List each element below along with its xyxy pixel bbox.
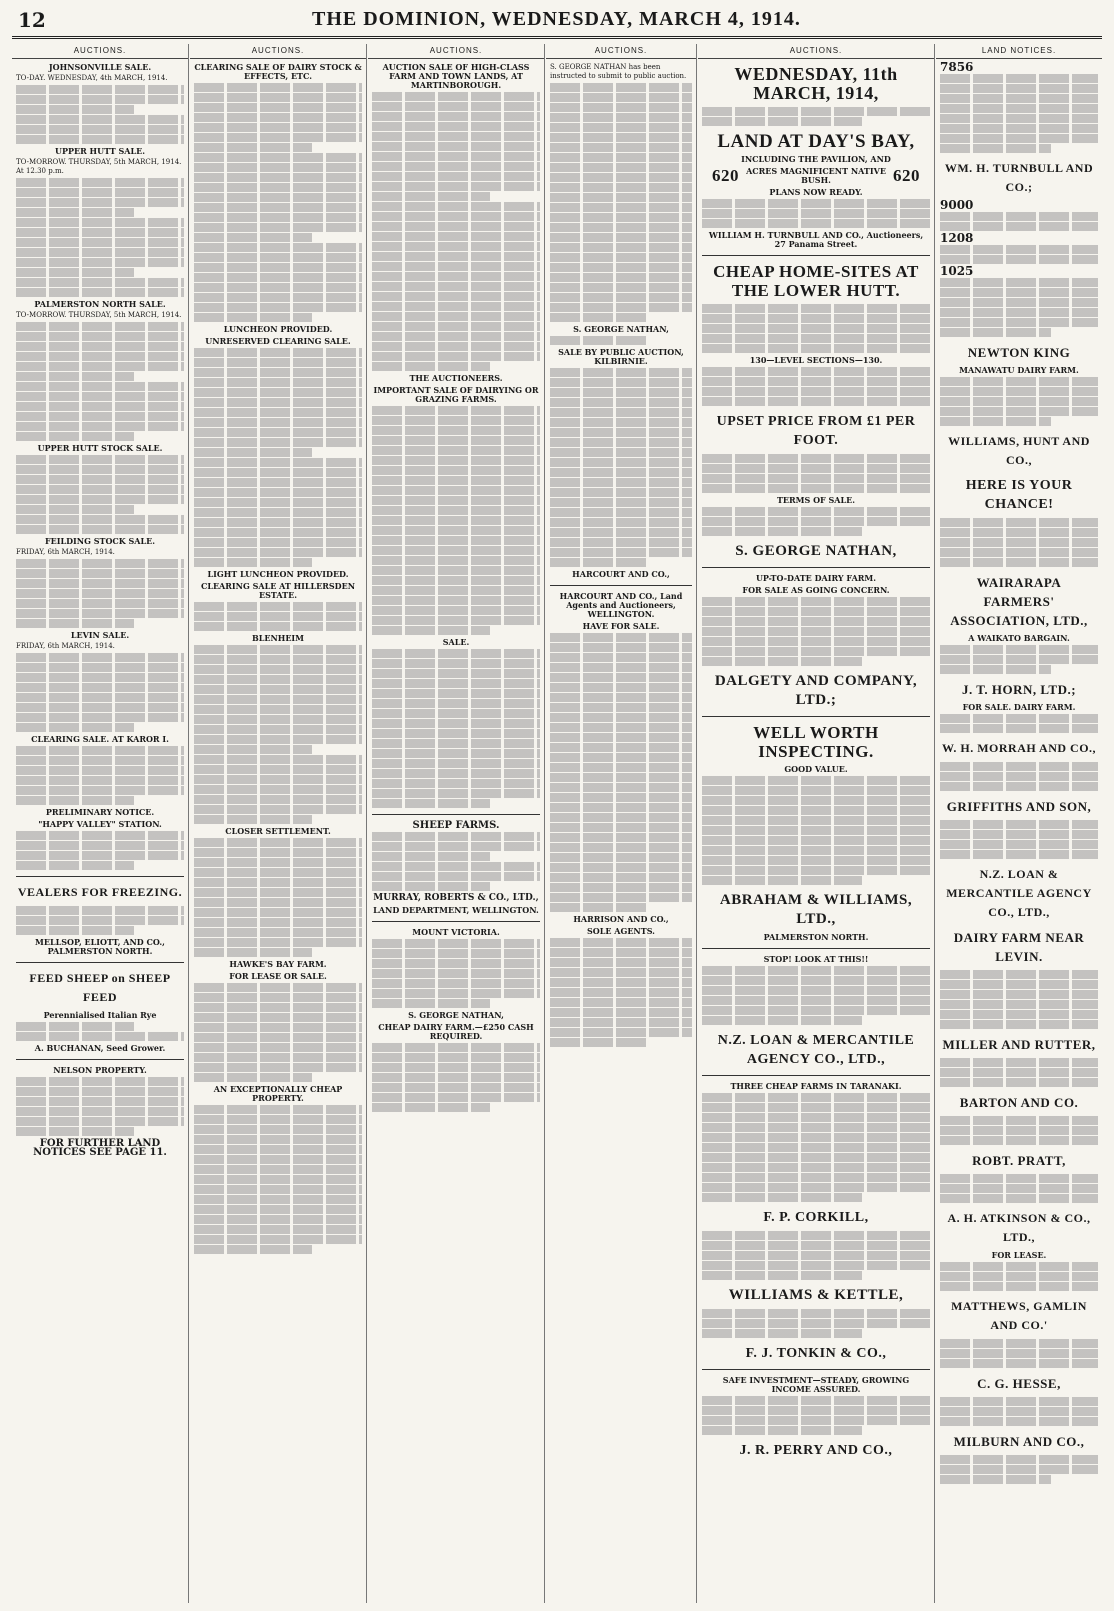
ad-heading: MATTHEWS, GAMLIN AND CO.' [951,1299,1087,1332]
ad-heading: BARTON AND CO. [959,1095,1079,1110]
ad-heading: MILBURN AND CO., [953,1434,1085,1449]
notice-text: FRIDAY, 6th MARCH, 1914. [16,548,115,556]
notice-text: TO-DAY. WEDNESDAY, 4th MARCH, 1914. [16,74,168,82]
ad-subheading: STOP! LOOK AT THIS!! [763,954,869,964]
ad-heading: F. J. TONKIN & CO., [745,1346,887,1361]
ad-subheading: MANAWATU DAIRY FARM. [959,365,1079,375]
acreage-number: 1025 [940,264,974,278]
notice-heading: HAWKE'S BAY FARM. [229,959,327,969]
ad-heading: N.Z. LOAN & MERCANTILE AGENCY CO., LTD., [946,867,1092,919]
ad-subheading: TERMS OF SALE. [776,495,856,505]
ad-subheading: A WAIKATO BARGAIN. [968,633,1070,643]
agent-address: LAND DEPARTMENT, WELLINGTON. [373,905,539,915]
notice-heading: CHEAP DAIRY FARM.—£250 CASH REQUIRED. [378,1022,534,1041]
ad-heading: ROBT. PRATT, [972,1153,1066,1168]
ad-heading: ABRAHAM & WILLIAMS, LTD., [719,892,913,927]
agent-name: HARCOURT AND CO., [572,569,670,579]
agent-name: HARRISON AND CO., [573,914,669,924]
notice-heading: SOLE AGENTS. [587,926,655,936]
acreage-number: 620 [893,166,920,185]
ad-heading: MILLER AND RUTTER, [942,1037,1096,1052]
ad-subheading: GOOD VALUE. [784,764,848,774]
column-heading: LAND NOTICES. [936,44,1102,59]
notice-heading: JOHNSONVILLE SALE. [48,62,152,72]
notice-text: TO-MORROW. THURSDAY, 5th MARCH, 1914. At 12.30 p.m. [16,158,182,175]
notice-heading: LIGHT LUNCHEON PROVIDED. [207,569,349,579]
ad-heading: WELL WORTH INSPECTING. [753,723,879,761]
column-6 [936,44,1102,1603]
column-heading: AUCTIONS. [368,44,544,59]
notice-heading: HAVE FOR SALE. [582,621,660,631]
ad-heading: DAIRY FARM NEAR LEVIN. [953,930,1085,964]
acreage-number: 7856 [940,60,974,74]
notice-heading: CLEARING SALE AT HILLERSDEN ESTATE. [200,581,356,600]
notice-heading: SHEEP FARMS. [412,820,500,831]
ad-heading: VEALERS FOR FREEZING. [17,885,183,899]
notice-heading: NELSON PROPERTY. [53,1065,147,1075]
column-4 [546,44,697,1603]
notice-heading: FEILDING STOCK SALE. [44,536,156,546]
notice-heading: PALMERSTON NORTH SALE. [34,299,166,309]
ad-heading: LAND AT DAY'S BAY, [717,131,915,152]
agent-name: MURRAY, ROBERTS & CO., LTD., [373,893,539,903]
ad-subheading: SAFE INVESTMENT—STEADY, GROWING INCOME ASSURED. [722,1375,910,1394]
ad-heading: W. H. MORRAH AND CO., [941,741,1097,755]
ad-heading: CHEAP HOME-SITES AT THE LOWER HUTT. [713,262,919,300]
notice-heading: CLEARING SALE. AT KAROR I. [31,734,169,744]
agent-name: HARCOURT AND CO., Land Agents and Auctioneers, WELLINGTON. [559,591,683,619]
ad-signature: WILLIAM H. TURNBULL AND CO., Auctioneers, 27 Panama Street. [708,230,924,249]
acreage-number: 9000 [940,198,974,212]
notice-text: S. GEORGE NATHAN has been instructed to submit to public auction. [550,63,687,80]
ad-heading: J. R. PERRY AND CO., [739,1443,893,1458]
ad-subheading: Perennialised Italian Rye [43,1010,157,1020]
ad-subheading: 130—LEVEL SECTIONS—130. [749,355,883,365]
notice-heading: UPPER HUTT STOCK SALE. [37,443,163,453]
ad-heading: FEED SHEEP on SHEEP FEED [29,971,171,1004]
ad-heading: C. G. HESSE, [977,1376,1061,1391]
ad-subheading: PALMERSTON NORTH. [763,932,869,942]
ad-subheading: FOR SALE. DAIRY FARM. [962,702,1076,712]
ad-subheading: INCLUDING THE PAVILION, AND [741,154,891,164]
masthead [12,6,1102,39]
notice-heading: FOR LEASE OR SALE. [229,971,327,981]
ad-heading: NEWTON KING [967,345,1071,360]
ad-subheading: FOR LEASE. [991,1250,1047,1260]
notice-heading: CLEARING SALE OF DAIRY STOCK & EFFECTS, ETC. [194,62,362,81]
ad-heading: WAIRARAPA FARMERS' ASSOCIATION, LTD., [950,575,1088,628]
notice-heading: UPPER HUTT SALE. [55,146,145,156]
ad-subheading: UP-TO-DATE DAIRY FARM. [755,573,877,583]
notice-heading: SALE BY PUBLIC AUCTION, KILBIRNIE. [558,347,684,366]
ad-subheading: ACRES MAGNIFICENT NATIVE BUSH. [746,165,886,185]
notice-heading: LEVIN SALE. [70,630,130,640]
notice-heading: UNRESERVED CLEARING SALE. [205,336,351,346]
column-1 [12,44,189,1603]
notice-heading: IMPORTANT SALE OF DAIRYING OR GRAZING FARMS. [373,385,539,404]
acreage-number: 1208 [940,231,974,245]
ad-heading: GRIFFITHS AND SON, [946,799,1092,814]
notice-heading: CLOSER SETTLEMENT. [225,826,331,836]
notice-heading: THE AUCTIONEERS. [409,373,503,383]
notice-heading: "HAPPY VALLEY" STATION. [38,819,162,829]
ad-heading: A. H. ATKINSON & CO., LTD., [947,1211,1091,1244]
ad-signature: A. BUCHANAN, Seed Grower. [34,1043,166,1053]
ad-heading: F. P. CORKILL, [763,1210,869,1225]
ad-heading: DALGETY AND COMPANY, LTD.; [714,673,918,708]
notice-heading: PRELIMINARY NOTICE. [45,807,155,817]
newspaper-title: THE DOMINION, WEDNESDAY, MARCH 4, 1914. [312,8,801,30]
ad-heading: S. GEORGE NATHAN, [735,543,897,559]
ad-heading: WEDNESDAY, 11th MARCH, 1914, [734,64,898,103]
ad-signature: MELLSOP, ELIOTT, AND CO., PALMERSTON NORTH. [35,937,165,956]
ad-heading: WM. H. TURNBULL AND CO.; [944,161,1094,194]
ad-heading: HERE IS YOUR CHANCE! [965,478,1073,512]
ad-heading: WILLIAMS & KETTLE, [728,1287,904,1303]
column-heading: AUCTIONS. [546,44,696,59]
acreage-number: 620 [712,166,739,185]
column-5 [698,44,935,1603]
notice-heading: LUNCHEON PROVIDED. [223,324,333,334]
column-heading: AUCTIONS. [190,44,366,59]
notice-heading: BLENHEIM [251,633,305,643]
page-number: 12 [18,8,46,32]
agent-name: S. GEORGE NATHAN, [573,324,669,334]
ad-subheading: THREE CHEAP FARMS IN TARANAKI. [730,1081,902,1091]
notice-heading: SALE. [442,637,470,647]
notice-heading: AUCTION SALE OF HIGH-CLASS FARM AND TOWN LANDS, AT MARTINBOROUGH. [382,62,530,90]
column-heading: AUCTIONS. [12,44,188,59]
ad-heading: UPSET PRICE FROM £1 PER FOOT. [716,414,916,448]
column-heading: AUCTIONS. [698,44,934,59]
column-2 [190,44,367,1603]
columns [12,44,1102,1603]
ad-subheading: FOR SALE AS GOING CONCERN. [742,585,890,595]
column-3 [368,44,545,1603]
ad-subheading: PLANS NOW READY. [769,187,863,197]
ad-heading: N.Z. LOAN & MERCANTILE AGENCY CO., LTD., [717,1033,915,1067]
notice-text: FRIDAY, 6th MARCH, 1914. [16,642,115,650]
notice-heading: AN EXCEPTIONALLY CHEAP PROPERTY. [213,1084,343,1103]
notice-text: TO-MORROW. THURSDAY, 5th MARCH, 1914. [16,311,182,319]
notice-heading: MOUNT VICTORIA. [412,927,500,937]
ad-heading: J. T. HORN, LTD.; [961,682,1077,697]
agent-name: S. GEORGE NATHAN, [408,1010,504,1020]
ad-heading: WILLIAMS, HUNT AND CO., [948,434,1090,467]
notice-heading: FOR FURTHER LAND NOTICES SEE PAGE 11. [33,1138,167,1158]
